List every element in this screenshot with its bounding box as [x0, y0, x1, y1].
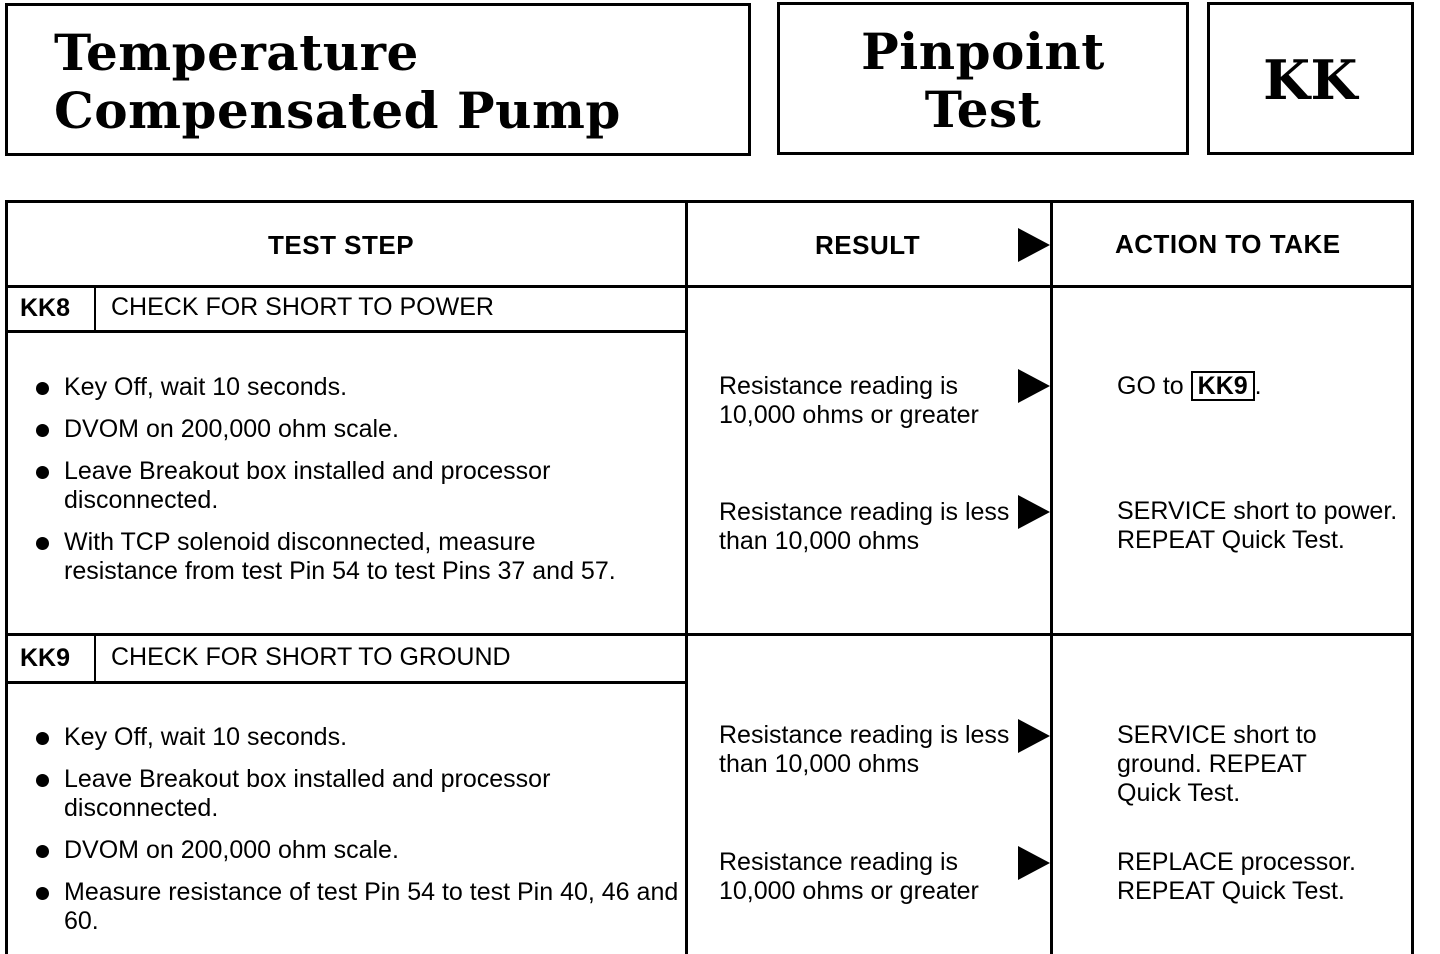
pinpoint-test-box	[777, 2, 1189, 155]
step-instructions	[36, 373, 676, 599]
right-arrow-icon	[1018, 228, 1050, 262]
step-title: CHECK FOR SHORT TO POWER	[111, 293, 494, 321]
list-item: Leave Breakout box installed and processor disconnected.	[36, 457, 624, 515]
test-code-box	[1207, 2, 1414, 155]
pinpoint-test-label: Pinpoint Test	[861, 22, 1105, 139]
step-title: CHECK FOR SHORT TO GROUND	[111, 643, 511, 671]
list-item: Key Off, wait 10 seconds.	[36, 373, 676, 402]
goto-step-link[interactable]: KK9	[1191, 371, 1255, 401]
table-top-border	[5, 200, 1414, 203]
action-text: SERVICE short to ground. REPEAT Quick Test.	[1117, 721, 1317, 807]
header-row-divider	[5, 285, 1414, 288]
result-text: Resistance reading is 10,000 ohms or greater	[719, 372, 979, 429]
procedure-title-box	[5, 3, 751, 156]
list-item: Key Off, wait 10 seconds.	[36, 723, 676, 752]
list-item: Leave Breakout box installed and processor disconnected.	[36, 765, 624, 823]
list-item: DVOM on 200,000 ohm scale.	[36, 836, 676, 865]
step-id-divider	[94, 636, 96, 682]
procedure-title: Temperature Compensated Pump	[54, 23, 621, 140]
right-arrow-icon	[1018, 369, 1050, 403]
column-divider	[685, 200, 688, 954]
action-text: GO to KK9 .	[1117, 372, 1262, 400]
step-section-divider	[5, 633, 1414, 636]
list-item: DVOM on 200,000 ohm scale.	[36, 415, 676, 444]
table-right-border	[1411, 200, 1414, 954]
result-text: Resistance reading is less than 10,000 ohms	[719, 498, 1010, 555]
step-title-divider	[5, 330, 687, 333]
step-instructions	[36, 723, 679, 949]
result-text: Resistance reading is less than 10,000 ohms	[719, 721, 1010, 778]
column-header-test-step: TEST STEP	[268, 230, 415, 260]
step-id: KK9	[20, 644, 71, 672]
table-left-border	[5, 200, 8, 954]
right-arrow-icon	[1018, 846, 1050, 880]
step-title-divider	[5, 681, 687, 684]
right-arrow-icon	[1018, 495, 1050, 529]
step-id: KK8	[20, 294, 71, 322]
step-id-divider	[94, 287, 96, 332]
action-text: SERVICE short to power. REPEAT Quick Test.	[1117, 497, 1398, 554]
column-divider	[1050, 200, 1053, 954]
list-item: With TCP solenoid disconnected, measure resistance from test Pin 54 to test Pins 37 and 57.	[36, 528, 624, 586]
test-code: KK	[1263, 48, 1358, 112]
column-header-result: RESULT	[815, 230, 921, 260]
list-item: Measure resistance of test Pin 54 to test Pin 40, 46 and 60.	[36, 878, 684, 936]
right-arrow-icon	[1018, 719, 1050, 753]
column-header-action: ACTION TO TAKE	[1115, 229, 1341, 259]
result-text: Resistance reading is 10,000 ohms or greater	[719, 848, 979, 905]
action-text: REPLACE processor. REPEAT Quick Test.	[1117, 848, 1356, 905]
